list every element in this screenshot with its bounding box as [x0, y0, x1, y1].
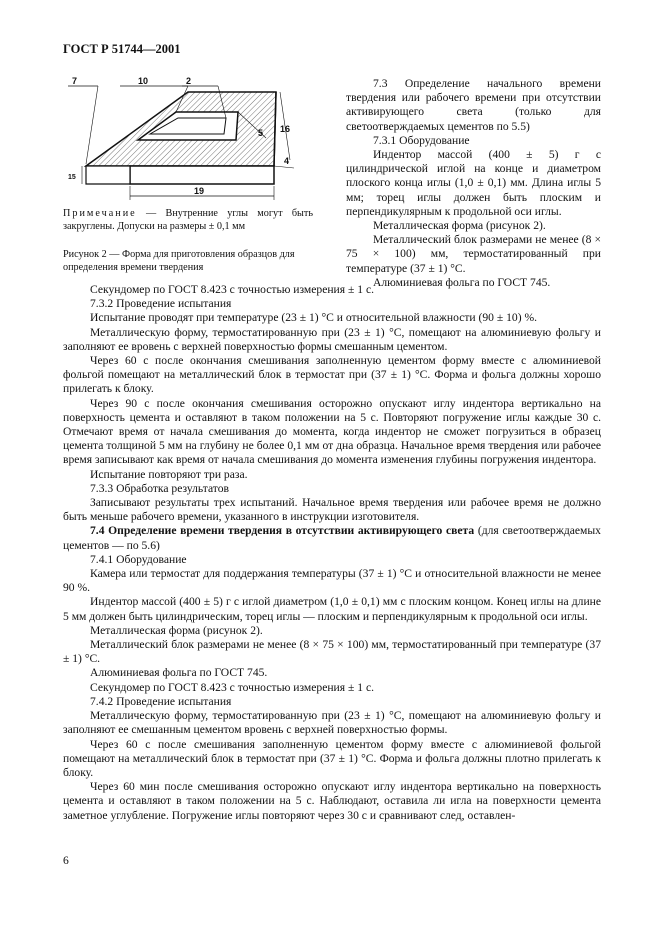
paragraph: Камера или термостат для поддержания температуры (37 ± 1) °С и относительной влажности не менее 90 %. [63, 567, 601, 595]
paragraph: Индентор массой (400 ± 5) г с иглой диаметром (1,0 ± 0,1) мм с плоским концом. Конец иглы на длине 5 мм должен быть цилиндрическим, торец иглы — плоским и перпендикулярным к продольной оси иглы. [63, 595, 601, 623]
paragraph: Через 60 мин после смешивания осторожно опускают иглу индентора вертикально на поверхность цемента и оставляют в таком положении на 5 с. Наблюдают, оставила ли игла на поверхности цемента заметное углубление. Погружение иглы повторяют через 30 с и сравнивают след, оставлен- [63, 780, 601, 822]
note-label: Примечание [63, 208, 137, 219]
paragraph: Записывают результаты трех испытаний. Начальное время твердения или рабочее время не должно быть меньше рабочего времени, указанного в инструкции изготовителя. [63, 496, 601, 524]
paragraph: Металлическая форма (рисунок 2). [90, 623, 263, 637]
section-7-3-2-heading: 7.3.2 Проведение испытания [90, 297, 232, 311]
paragraph: Через 60 с после смешивания заполненную цементом форму вместе с алюминиевой фольгой помещают на металлический блок в термостат при (37 ± 1) °С. Форма и фольга должны плотно прилегать к блоку. [63, 737, 601, 779]
main-text [63, 283, 601, 823]
dim-label-15: 15 [68, 174, 76, 181]
dim-label-4: 4 [284, 156, 290, 166]
document-header: ГОСТ Р 51744—2001 [63, 42, 181, 56]
paragraph: Алюминиевая фольга по ГОСТ 745. [373, 275, 551, 289]
paragraph: Испытание повторяют три раза. [90, 467, 248, 481]
right-column [346, 77, 601, 290]
paragraph: Секундомер по ГОСТ 8.423 с точностью измерения ± 1 с. [90, 680, 374, 694]
section-7-4-title: 7.4 Определение времени твердения в отсутствии активирующего света [90, 524, 475, 538]
paragraph: Металлическую форму, термостатированную при (23 ± 1) °С, помещают на алюминиевую фольгу и заполняют ее вровень с верхней поверхностью формы смешанным цементом. [63, 325, 601, 353]
section-7-4-subtitle: (для светоотверждаемых цементов — по 5.6) [63, 524, 601, 552]
section-7-3-1-heading: 7.3.1 Оборудование [373, 133, 470, 147]
dim-label-19: 19 [194, 186, 205, 196]
page-number: 6 [63, 854, 69, 867]
dim-label-2: 2 [186, 76, 192, 86]
figure-mold-drawing [58, 76, 308, 210]
paragraph: Металлический блок размерами не менее (8 × 75 × 100) мм, термостатированный при температуре (37 ± 1) °С. [63, 638, 601, 666]
figure-note [63, 208, 313, 233]
paragraph: Металлическую форму, термостатированную при (23 ± 1) °С, помещают на алюминиевую фольгу и заполняют ее смешанным цементом вровень с верхней поверхностью формы. [63, 709, 601, 737]
paragraph: Секундомер по ГОСТ 8.423 с точностью измерения ± 1 с. [90, 283, 374, 296]
dim-label-7: 7 [72, 76, 78, 86]
paragraph: Через 60 с после окончания смешивания заполненную цементом форму вместе с алюминиевой фольгой помещают на металлический блок в термостат при (37 ± 1) °С. Форма и фольга должны хорошо прилегать к блоку. [63, 354, 601, 396]
figure-caption: Рисунок 2 — Форма для приготовления образцов для определения времени твердения [63, 249, 295, 273]
paragraph: Индентор массой (400 ± 5) г с цилиндрической иглой на конце и диаметром плоского конца иглы (1,0 ± 0,1) мм. Длина иглы 5 мм; торец иглы должен быть плоским и перпендикулярным к продольной оси иглы. [346, 148, 601, 218]
section-7-3-heading: 7.3 Определение начального времени твердения или рабочего времени при отсутствии активирующего света (только для светоотверждаемых цементов по 5.5) [346, 77, 601, 133]
paragraph: Металлическая форма (рисунок 2). [373, 219, 546, 233]
paragraph: Металлический блок размерами не менее (8 × 75 × 100) мм, термостатированный при температуре (37 ± 1) °С. [346, 233, 601, 275]
section-7-4-heading [63, 524, 601, 552]
dim-label-5: 5 [258, 128, 264, 138]
section-7-4-1-heading: 7.4.1 Оборудование [90, 552, 187, 566]
paragraph: Испытание проводят при температуре (23 ± 1) °С и относительной влажности (90 ± 10) %. [90, 311, 538, 325]
section-7-3-3-heading: 7.3.3 Обработка результатов [90, 481, 229, 495]
note-text: — Внутренние углы могут быть закруглены. Допуски на размеры ± 0,1 мм [63, 208, 313, 232]
dim-label-16: 16 [280, 124, 291, 134]
mold-diagram [58, 76, 308, 210]
paragraph: Через 90 с после окончания смешивания осторожно опускают иглу индентора вертикально на поверхность цемента и оставляют в таком положении на 5 с. Повторяют погружение иглы каждые 30 с. Отмечают время от начала смешивания до момента, когда индентор не сможет погрузиться в образец цемента толщиной 5 мм на глубину не более 0,1 мм от дна образца. Начальное время твердения или рабочее время записывают как время от начала смешивания до момента изменения глубины погружения индентора. [63, 396, 601, 467]
section-7-4-2-heading: 7.4.2 Проведение испытания [90, 694, 232, 708]
dim-label-10: 10 [138, 76, 149, 86]
paragraph: Алюминиевая фольга по ГОСТ 745. [90, 666, 268, 680]
